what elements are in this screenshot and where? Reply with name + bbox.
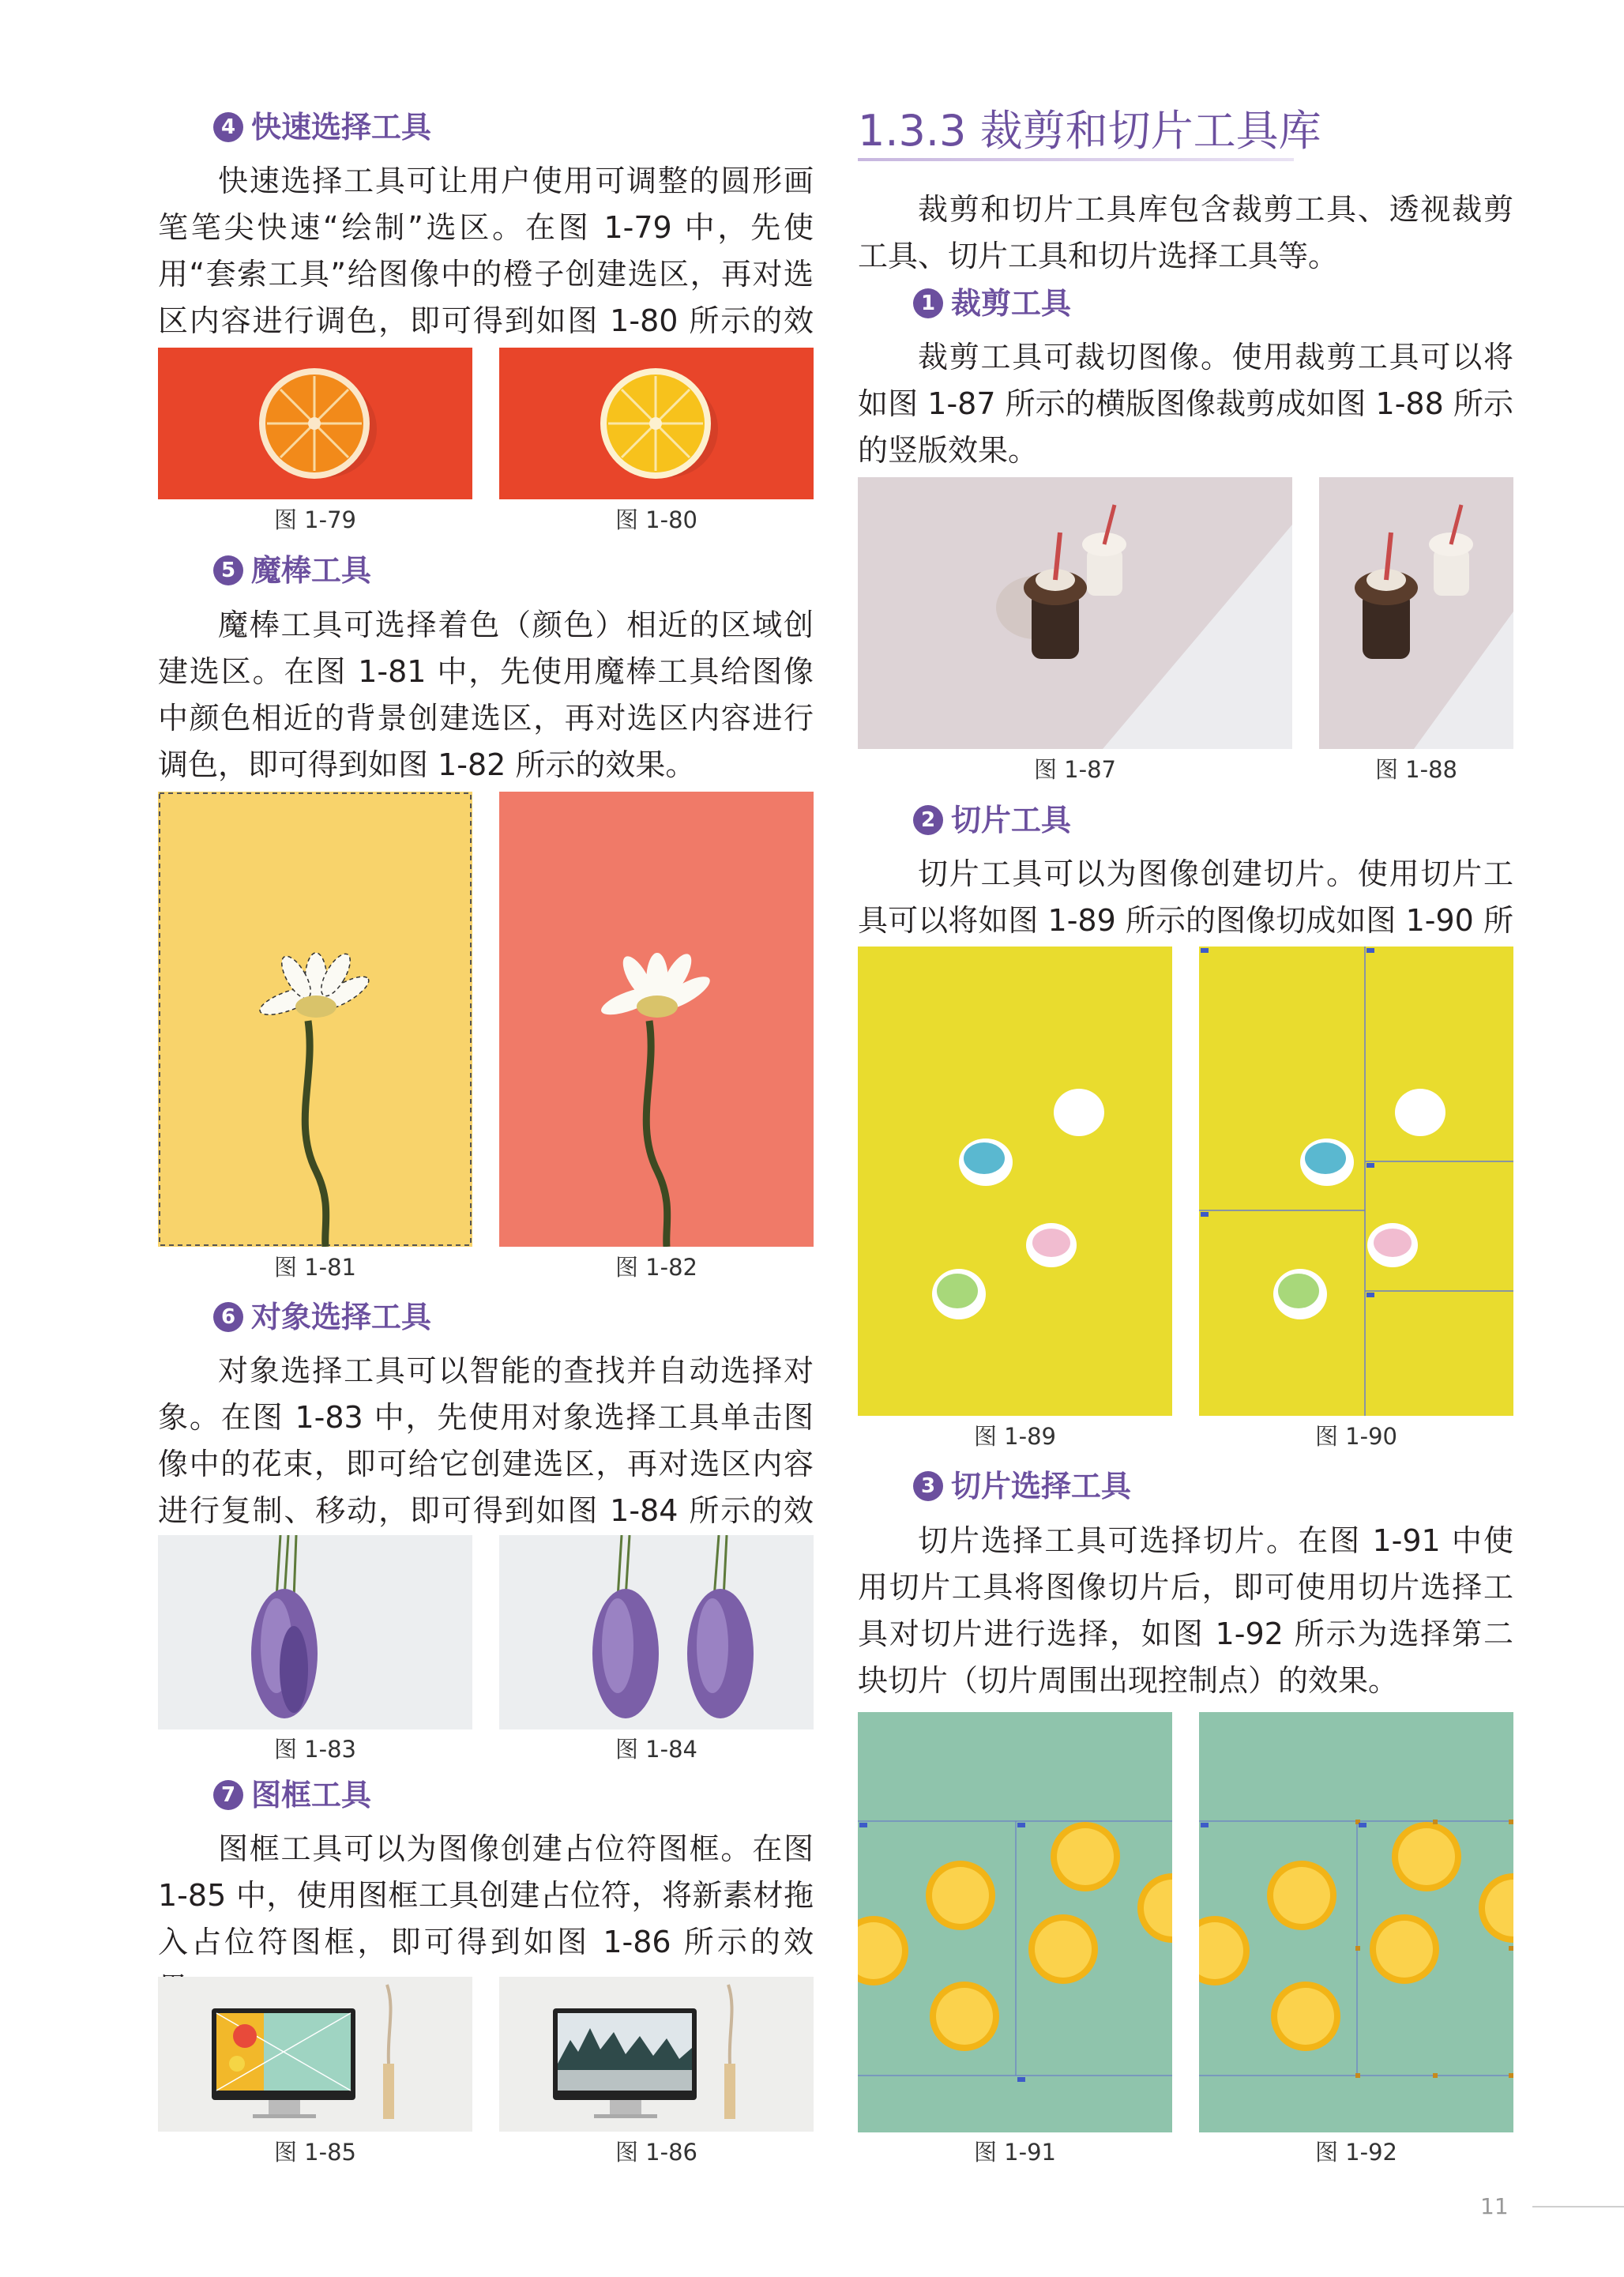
heading-slice-select-tool [913, 1466, 1131, 1506]
paragraph-magic-wand: 魔棒工具可选择着色（颜色）相近的区域创建选区。在图 1-81 中，先使用魔棒工具给图像中颜色相近的背景创建选区，再对选区内容进行调色，即可得到如图 1-82 所示的效果。 [158, 608, 814, 782]
paragraph-quick-select: 快速选择工具可让用户使用可调整的圆形画笔笔尖快速“绘制”选区。在图 1-79 中，先使用“套索工具”给图像中的橙子创建选区，再对选区内容进行调色，即可得到如图 1-80 所示的效 [158, 164, 814, 338]
caption-fig-1-87: 图 1-87 [1033, 756, 1117, 783]
number-badge: 1 [913, 288, 943, 318]
caption-fig-1-81: 图 1-81 [273, 1254, 357, 1281]
caption-fig-1-82: 图 1-82 [615, 1254, 698, 1281]
number-badge: 4 [213, 112, 243, 142]
figure-daisy-coral [499, 792, 814, 1247]
caption-fig-1-85: 图 1-85 [273, 2139, 357, 2166]
figure-lemons-sliced [858, 1712, 1172, 2132]
figure-lavender-copied [499, 1535, 814, 1729]
figure-eggshells-sliced [1199, 947, 1513, 1416]
figure-monitor-filled [499, 1977, 814, 2132]
caption-fig-1-90: 图 1-90 [1314, 1423, 1398, 1450]
caption-fig-1-89: 图 1-89 [973, 1423, 1057, 1450]
page-number: 11 [1480, 2193, 1509, 2219]
caption-fig-1-83: 图 1-83 [273, 1736, 357, 1763]
heading-text: 对象选择工具 [251, 1300, 432, 1334]
heading-text: 切片选择工具 [951, 1469, 1132, 1504]
caption-fig-1-92: 图 1-92 [1314, 2139, 1398, 2166]
paragraph-slice-select-tool: 切片选择工具可选择切片。在图 1-91 中使用切片工具将图像切片后，即可使用切片选择工具对切片进行选择，如图 1-92 所示为选择第二块切片（切片周围出现控制点）的效果。 [858, 1523, 1513, 1698]
heading-crop-tool [913, 284, 1071, 323]
heading-object-select [213, 1297, 431, 1337]
figure-milkshake-landscape [858, 477, 1292, 749]
heading-text: 魔棒工具 [251, 553, 372, 588]
heading-text: 图框工具 [251, 1778, 372, 1812]
number-badge: 3 [913, 1471, 943, 1501]
caption-fig-1-79: 图 1-79 [273, 506, 357, 533]
heading-slice-tool [913, 800, 1071, 840]
paragraph-frame-tool: 图框工具可以为图像创建占位符图框。在图 1-85 中，使用图框工具创建占位符，将新素材拖入占位符图框，即可得到如图 1-86 所示的效 [158, 1831, 814, 1959]
heading-magic-wand [213, 551, 371, 590]
heading-text: 快速选择工具 [251, 110, 432, 145]
paragraph-crop-tool: 裁剪工具可裁切图像。使用裁剪工具可以将如图 1-87 所示的横版图像裁剪成如图 1-88 所示的竖版效果。 [858, 340, 1513, 468]
heading-frame-tool [213, 1775, 371, 1815]
caption-fig-1-91: 图 1-91 [973, 2139, 1057, 2166]
figure-monitor-placeholder [158, 1977, 472, 2132]
section-title: 1.3.3 裁剪和切片工具库 [858, 106, 1321, 156]
number-badge: 7 [213, 1780, 243, 1810]
caption-fig-1-84: 图 1-84 [615, 1736, 698, 1763]
section-title-underline [858, 158, 1294, 161]
heading-text: 裁剪工具 [951, 286, 1072, 321]
caption-fig-1-86: 图 1-86 [615, 2139, 698, 2166]
paragraph-object-select: 对象选择工具可以智能的查找并自动选择对象。在图 1-83 中，先使用对象选择工具单击图像中的花束，即可给它创建选区，再对选区内容进行复制、移动，即可得到如图 1-84 所示的效 [158, 1353, 814, 1528]
figure-milkshake-portrait [1319, 477, 1513, 749]
caption-fig-1-88: 图 1-88 [1374, 756, 1458, 783]
number-badge: 5 [213, 555, 243, 585]
figure-lavender-single [158, 1535, 472, 1729]
figure-orange-adjusted [499, 348, 814, 499]
figure-orange-original [158, 348, 472, 499]
figure-daisy-yellow [158, 792, 472, 1247]
heading-text: 切片工具 [951, 803, 1072, 837]
heading-quick-select [213, 107, 431, 147]
page-number-rule [1532, 2206, 1624, 2207]
number-badge: 2 [913, 805, 943, 835]
number-badge: 6 [213, 1302, 243, 1332]
figure-lemons-slice-selected [1199, 1712, 1513, 2132]
figure-eggshells-original [858, 947, 1172, 1416]
paragraph-slice-tool: 切片工具可以为图像创建切片。使用切片工具可以将如图 1-89 所示的图像切成如图 1-90 所 [858, 856, 1513, 938]
paragraph-intro: 裁剪和切片工具库包含裁剪工具、透视裁剪工具、切片工具和切片选择工具等。 [858, 192, 1513, 273]
caption-fig-1-80: 图 1-80 [615, 506, 698, 533]
